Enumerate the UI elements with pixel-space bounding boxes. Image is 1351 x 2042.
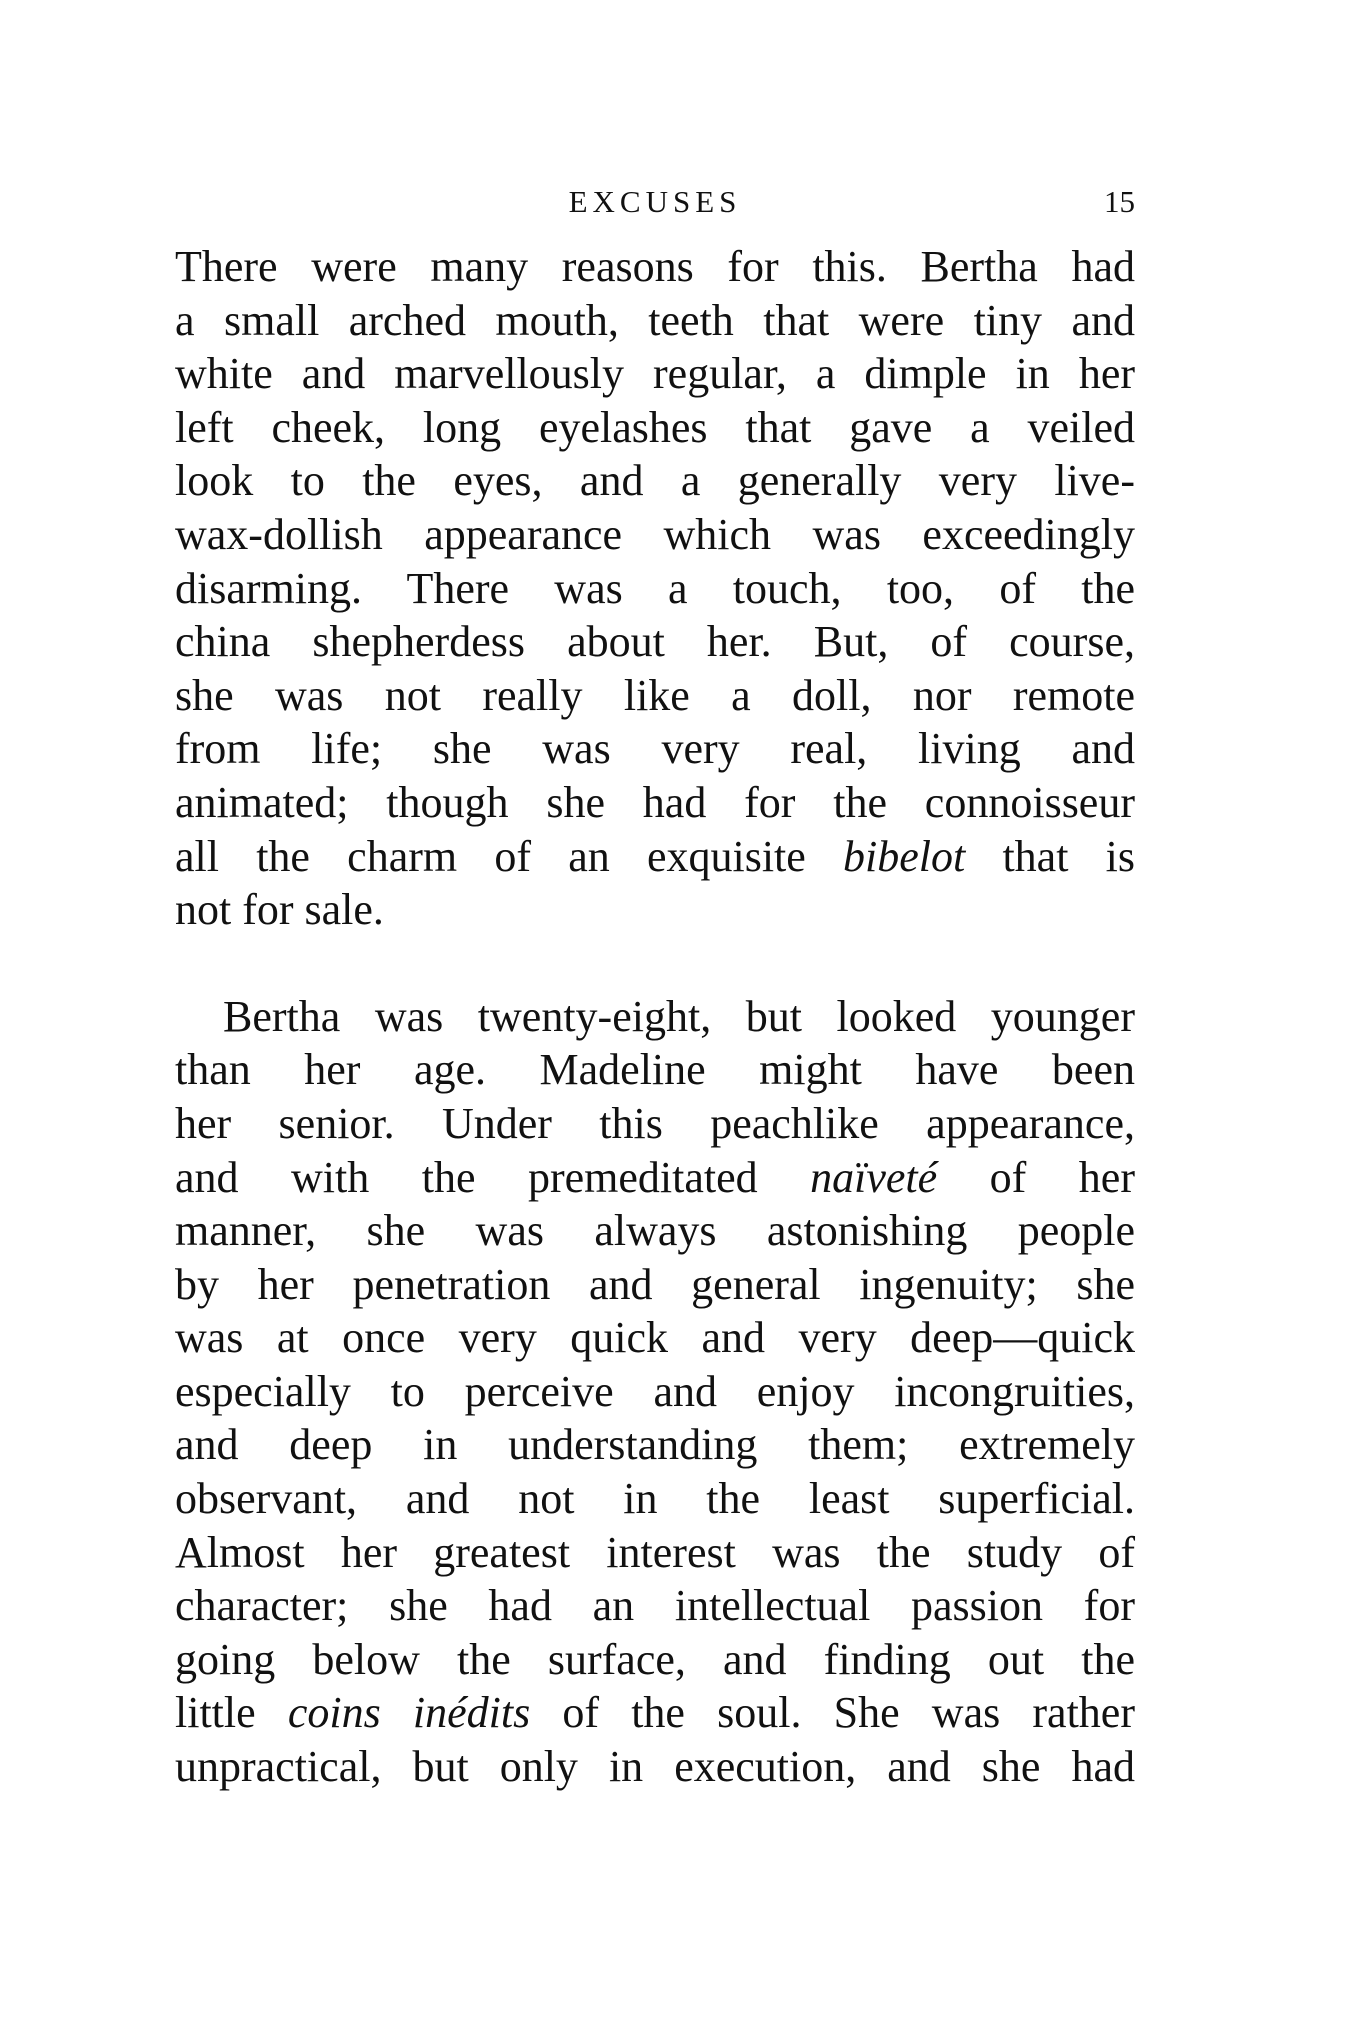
text-line: all the charm of an exquisite bibelot that is [175,831,1135,881]
text-line: character; she had an intellectual passion for [175,1581,1135,1631]
text-line: was at once very quick and very deep—quick [175,1313,1135,1363]
italic-term: bibelot [843,831,966,881]
text-line: disarming. There was a touch, too, of the [175,563,1135,613]
text-line: not for sale. [175,885,384,935]
text-line: little coins inédits of the soul. She was rather [175,1688,1135,1738]
text-line: by her penetration and general ingenuity; she [175,1259,1135,1309]
text-line: going below the surface, and finding out the [175,1634,1135,1684]
italic-term: naïveté [810,1152,938,1202]
text-line: from life; she was very real, living and [175,724,1135,774]
text-line: unpractical, but only in execution, and she had [175,1742,1135,1792]
italic-term: coins inédits [287,1688,531,1738]
text-line: than her age. Madeline might have been [175,1045,1135,1095]
text-line: observant, and not in the least superficial. [175,1474,1135,1524]
running-head [175,180,1135,224]
text-line: left cheek, long eyelashes that gave a veiled [175,402,1135,452]
text-line: and with the premeditated naïveté of her [175,1152,1135,1202]
text-line: she was not really like a doll, nor remote [175,670,1135,720]
text-line: manner, she was always astonishing people [175,1206,1135,1256]
running-title: EXCUSES [568,184,742,219]
text-line: her senior. Under this peachlike appearance, [175,1098,1135,1148]
text-line: There were many reasons for this. Bertha had [175,242,1135,291]
text-line: wax-dollish appearance which was exceedingly [175,509,1135,559]
paragraph [175,990,1135,1794]
text-line: Almost her greatest interest was the study of [175,1527,1135,1577]
text-line: especially to perceive and enjoy incongruities, [175,1366,1135,1416]
text-line: animated; though she had for the connoisseur [175,777,1135,827]
text-line: white and marvellously regular, a dimple in her [175,349,1135,399]
paragraph [175,240,1135,937]
text-line: and deep in understanding them; extremely [175,1420,1135,1470]
body-text [175,240,1135,1794]
text-line: Bertha was twenty-eight, but looked younger [223,991,1135,1041]
page-number: 15 [1104,184,1135,219]
text-line: china shepherdess about her. But, of course, [175,617,1135,667]
text-line: look to the eyes, and a generally very live- [175,456,1135,506]
text-line: a small arched mouth, teeth that were tiny and [175,295,1135,345]
paragraph-gap [175,937,1135,990]
